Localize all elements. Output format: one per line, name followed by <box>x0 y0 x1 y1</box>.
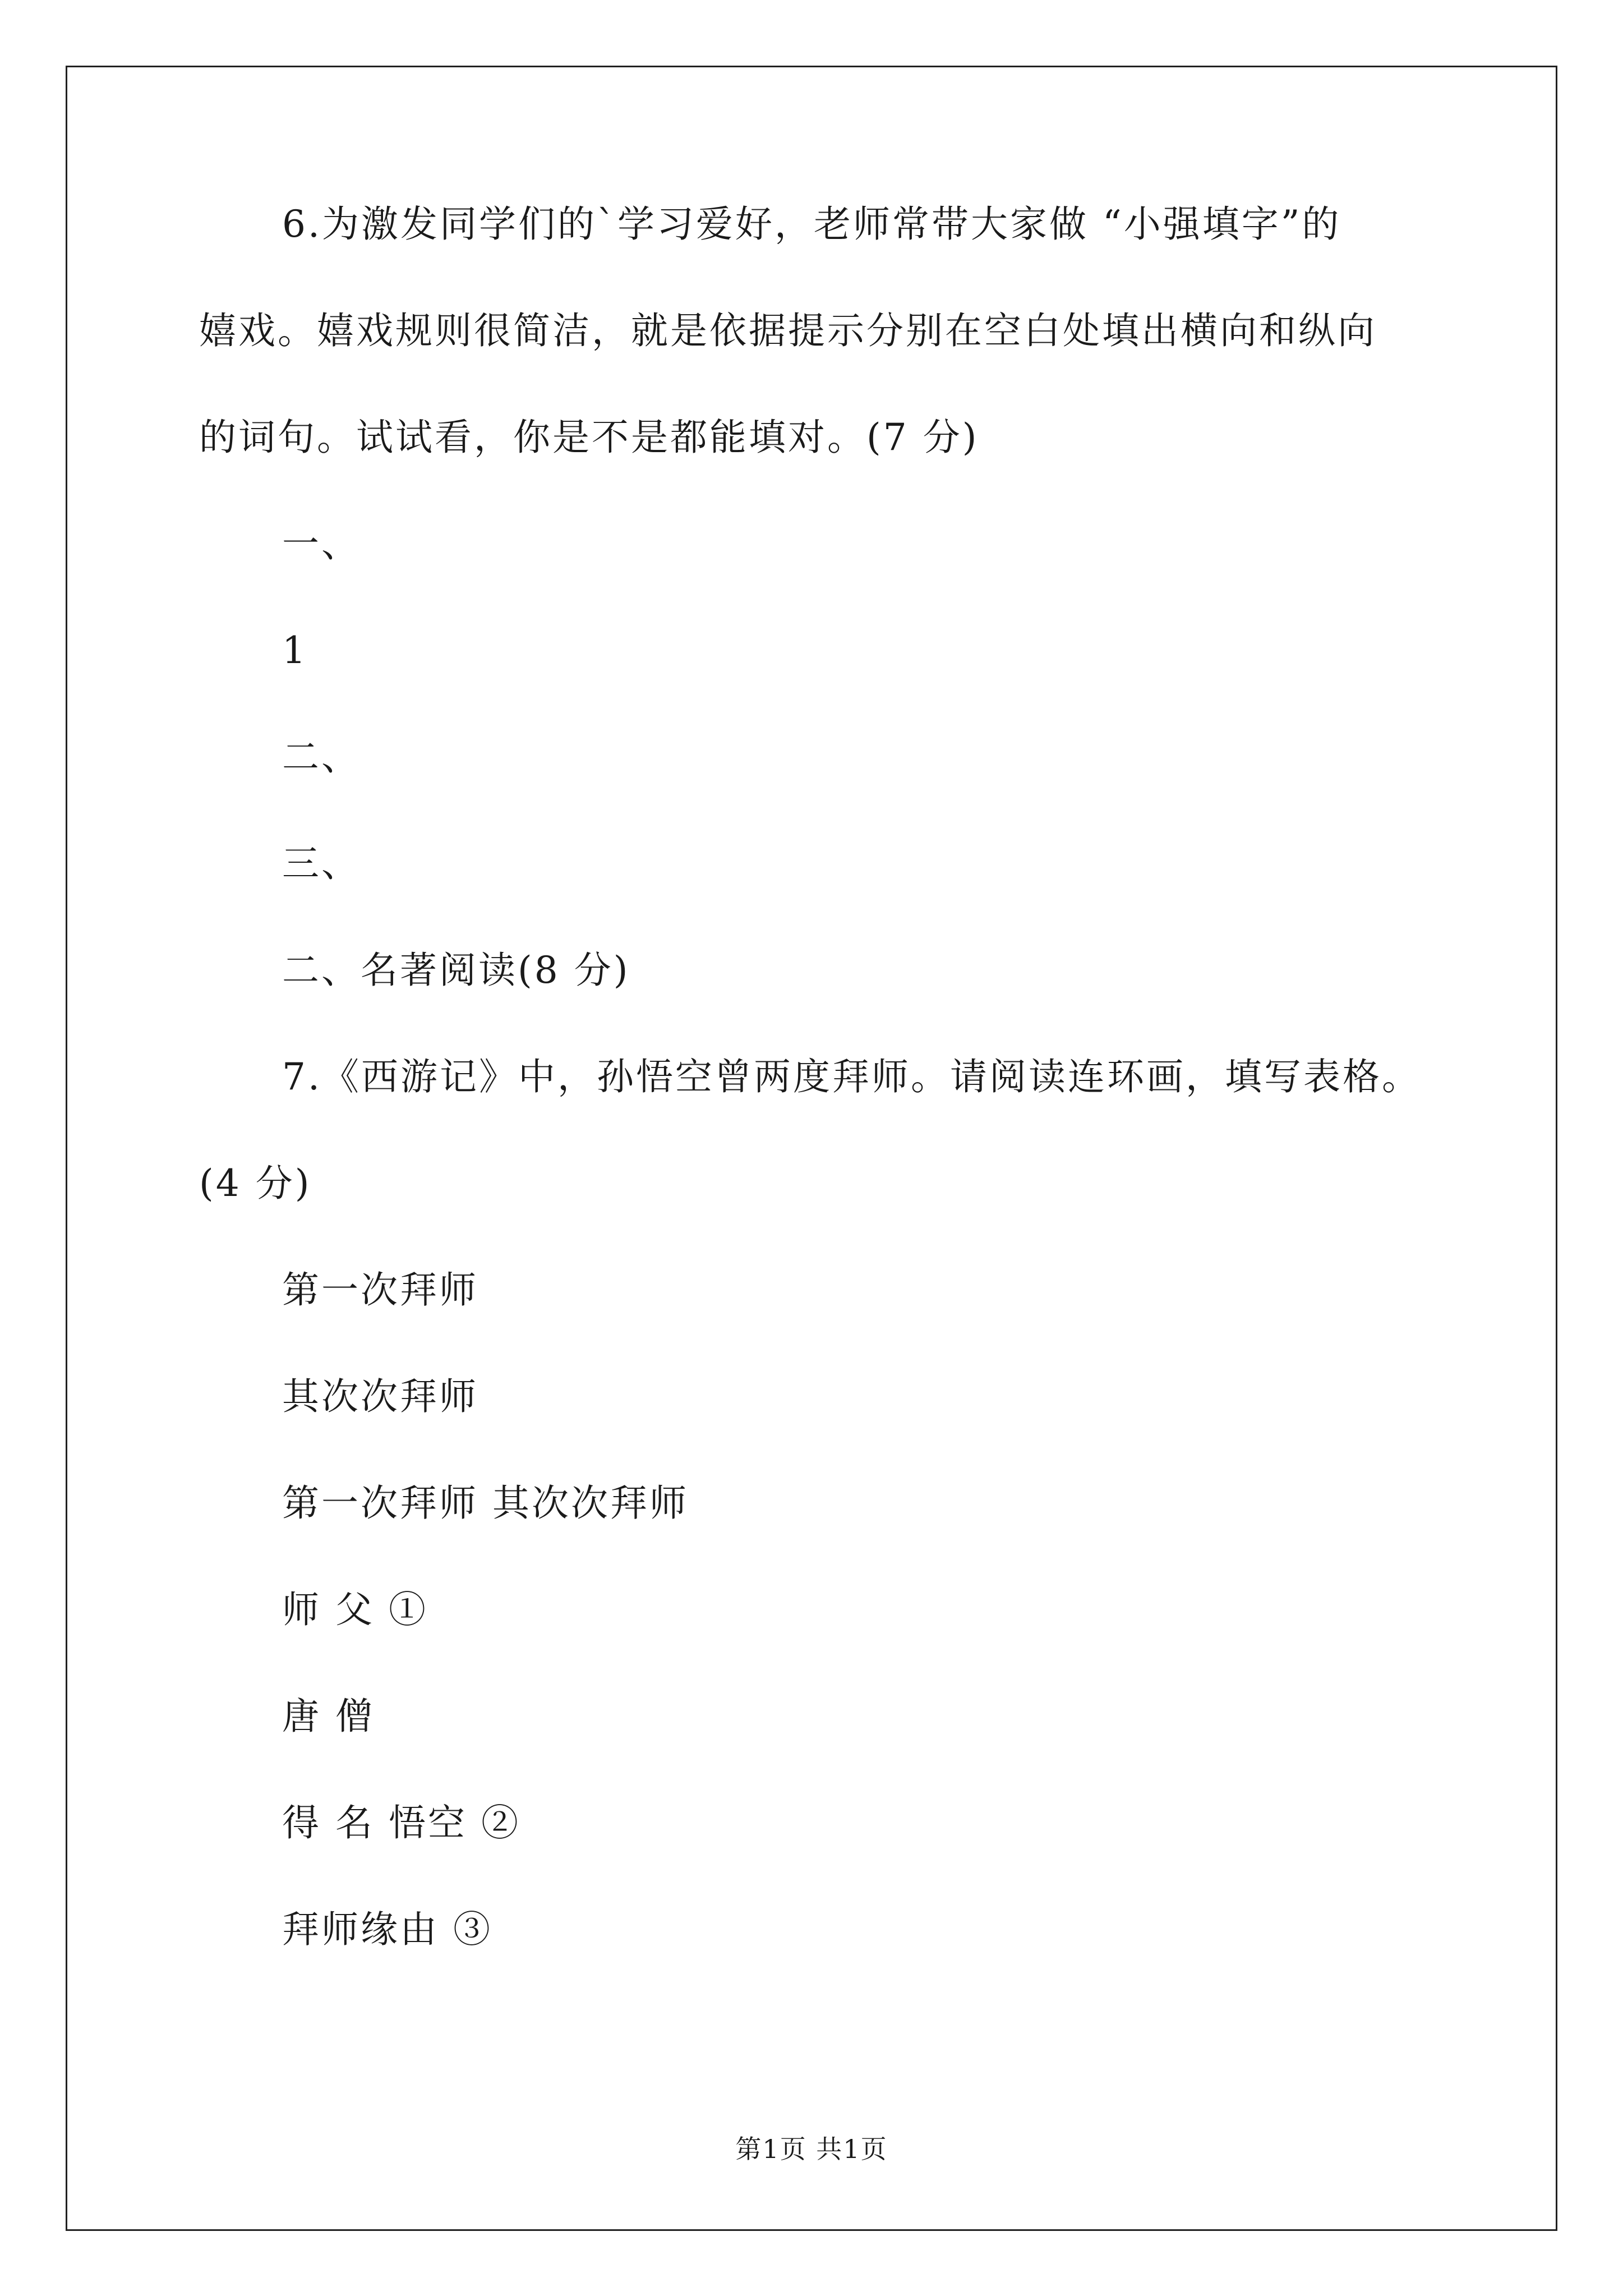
page-border <box>66 66 1557 2231</box>
table-row-reason: 拜师缘由 ③ <box>282 1908 492 1951</box>
table-header-row: 第一次拜师 其次次拜师 <box>282 1481 689 1525</box>
question-6-line-2: 嬉戏。嬉戏规则很简洁，就是依据提示分别在空白处填出横向和纵向 <box>199 309 1377 352</box>
item-one: 一、 <box>282 522 361 565</box>
question-6-line-1: 6.为激发同学们的`学习爱好，老师常带大家做 “小强填字”的 <box>282 203 1341 246</box>
item-number-1: 1 <box>282 629 308 672</box>
question-7-line-1: 7.《西游记》中，孙悟空曾两度拜师。请阅读连环画，填写表格。 <box>282 1055 1421 1098</box>
table-row-master: 师 父 ① <box>282 1588 428 1631</box>
table-line-first-apprenticeship: 第一次拜师 <box>282 1268 478 1312</box>
table-row-tang-seng: 唐 僧 <box>282 1695 375 1738</box>
item-two: 二、 <box>282 735 361 779</box>
section-2-heading: 二、名著阅读(8 分) <box>282 949 630 992</box>
question-6-line-3: 的词句。试试看，你是不是都能填对。(7 分) <box>199 416 979 459</box>
table-row-name: 得 名 悟空 ② <box>282 1801 520 1844</box>
question-7-line-2: (4 分) <box>199 1162 312 1205</box>
table-line-second-apprenticeship: 其次次拜师 <box>282 1375 478 1418</box>
page-footer: 第1页 共1页 <box>735 2134 888 2164</box>
item-three: 三、 <box>282 842 361 885</box>
